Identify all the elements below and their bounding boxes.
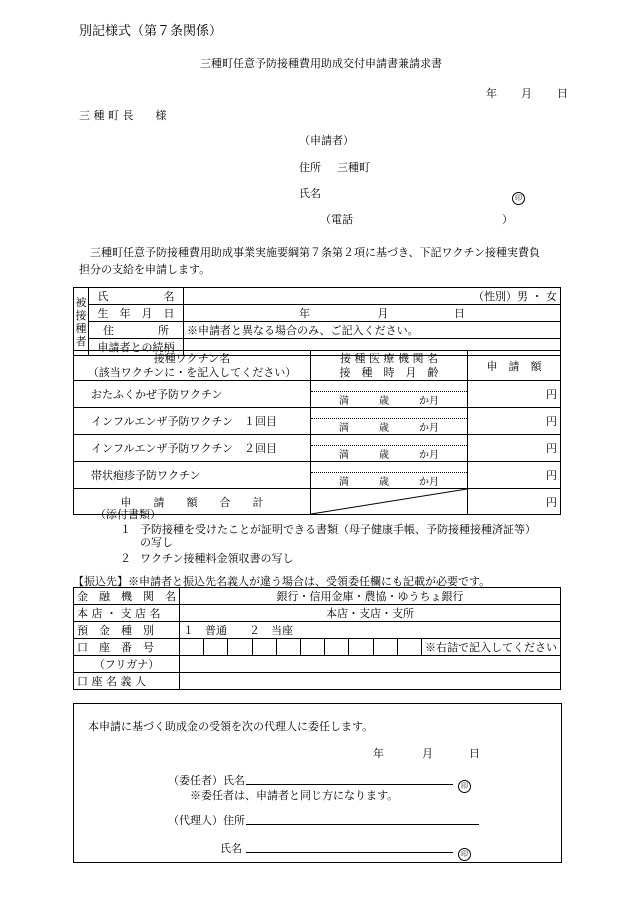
clinic-age-cell[interactable] — [311, 381, 468, 408]
form-number: 別記様式（第７条関係） — [79, 24, 223, 39]
address-value: 三種町 — [337, 161, 370, 174]
gender-label: （性別）男 ・ 女 — [473, 290, 557, 303]
furigana-label: （フリガナ） — [74, 656, 180, 673]
vaccine-name: 帯状疱疹予防ワクチン — [91, 469, 201, 482]
account-digit-cell[interactable] — [204, 639, 228, 656]
vaccine-name-cell[interactable] — [74, 435, 311, 462]
delegation-year: 年 — [373, 747, 384, 760]
birth-year-label: 年 — [299, 307, 310, 320]
vaccine-age: 満 歳 か月 — [339, 477, 439, 488]
vaccine-age: 満 歳 か月 — [339, 450, 439, 461]
recipient-address-label: 住 所 — [89, 322, 184, 339]
bank-table — [73, 587, 561, 690]
amount-cell[interactable] — [468, 435, 561, 462]
applicant-label: （申請者） — [299, 134, 354, 147]
vaccine-row — [74, 408, 561, 435]
clinic-age-cell[interactable] — [311, 435, 468, 462]
intro-text-line2: 担分の支給を申請します。 — [79, 263, 211, 276]
holder-label: 口 座 名 義 人 — [74, 673, 180, 690]
delegation-month: 月 — [422, 747, 433, 760]
yen-label: 円 — [546, 469, 557, 482]
agent-name-line[interactable] — [246, 852, 453, 853]
intro-text-line1: 三種町任意予防接種費用助成事業実施要綱第７条第２項に基づき、下記ワクチン接種実費負 — [90, 246, 541, 259]
vaccine-name-cell[interactable] — [74, 381, 311, 408]
phone-close: ） — [502, 213, 513, 226]
form-title: 三種町任意予防接種費用助成交付申請書兼請求書 — [200, 57, 442, 70]
yen-label: 円 — [546, 442, 557, 455]
name-label: 氏名 — [299, 187, 321, 200]
account-digit-cell[interactable] — [228, 639, 252, 656]
vaccine-name: インフルエンザ予防ワクチン ２回目 — [91, 442, 278, 455]
birth-day-label: 日 — [454, 307, 465, 320]
amount-cell[interactable] — [468, 381, 561, 408]
address-label: 住所 — [299, 161, 321, 174]
account-digit-cell[interactable] — [180, 639, 204, 656]
holder-field[interactable] — [180, 673, 561, 690]
yen-label: 円 — [546, 415, 557, 428]
vaccine-table — [73, 350, 561, 515]
clinic-header-1: 接 種 医 療 機 関 名 — [340, 351, 438, 365]
amount-cell[interactable] — [468, 408, 561, 435]
account-digit-cell[interactable] — [397, 639, 421, 656]
vaccine-name: インフルエンザ予防ワクチン １回目 — [91, 415, 278, 428]
account-digit-cell[interactable] — [325, 639, 349, 656]
clinic-age-cell[interactable] — [311, 462, 468, 489]
birth-label: 生 年 月 日 — [89, 305, 184, 322]
vaccine-name: おたふくかぜ予防ワクチン — [91, 388, 223, 401]
total-amount-cell[interactable] — [468, 489, 561, 515]
addressee: 三 種 町 長 様 — [79, 109, 167, 122]
delegation-text: 本申請に基づく助成金の受領を次の代理人に委任します。 — [88, 720, 374, 733]
attachment-2-text: ワクチン接種料金領収書の写し — [140, 552, 294, 565]
seal-icon: 印 — [512, 192, 525, 205]
date-month: 月 — [521, 87, 532, 100]
attachment-2-num: ２ — [120, 552, 131, 565]
total-label: 申 請 額 合 計 — [74, 489, 311, 515]
account-digit-cell[interactable] — [300, 639, 324, 656]
branch-field[interactable] — [180, 605, 561, 622]
date-day: 日 — [557, 87, 568, 100]
attachment-1-cont: の写し — [140, 536, 173, 549]
amount-cell[interactable] — [468, 462, 561, 489]
type-field[interactable] — [180, 622, 561, 639]
account-label: 口 座 番 号 — [74, 639, 180, 656]
yen-label: 円 — [546, 388, 557, 401]
vaccine-age: 満 歳 か月 — [339, 423, 439, 434]
account-digit-cell[interactable] — [349, 639, 373, 656]
account-digit-cell[interactable] — [373, 639, 397, 656]
institution-value: 銀行・信用金庫・農協・ゆうちょ銀行 — [276, 590, 464, 603]
account-digit-cell[interactable] — [276, 639, 300, 656]
amount-col-header: 申 請 額 — [468, 351, 561, 381]
type-value: １ 普通 ２ 当座 — [183, 624, 293, 637]
vaccine-row — [74, 381, 561, 408]
total-yen-label: 円 — [546, 495, 557, 509]
vaccine-name-cell[interactable] — [74, 408, 311, 435]
account-digit-cell[interactable] — [252, 639, 276, 656]
gender-field[interactable] — [184, 288, 561, 305]
birth-month-label: 月 — [377, 307, 389, 320]
account-note-cell — [422, 639, 561, 656]
date-year: 年 — [486, 87, 497, 100]
agent-seal-icon: 印 — [458, 848, 471, 861]
delegator-seal-icon: 印 — [458, 780, 471, 793]
vaccine-row — [74, 462, 561, 489]
clinic-col-header — [311, 351, 468, 381]
vaccine-col-header — [74, 351, 311, 381]
relation-label: 申請者との続柄 — [89, 339, 184, 356]
recipient-address-field[interactable] — [184, 322, 561, 339]
delegator-note: ※委任者は、申請者と同じ方になります。 — [190, 789, 399, 802]
agent-name-label: 氏名 — [220, 842, 242, 855]
recipient-side-label: 被接種者 — [74, 288, 89, 356]
recipient-name-label: 氏 名 — [89, 288, 184, 305]
clinic-age-cell[interactable] — [311, 408, 468, 435]
delegation-day: 日 — [469, 747, 480, 760]
attachments-title: （添付書類） — [95, 508, 161, 521]
bank-heading: 【振込先】※申請者と振込先名義人が違う場合は、受領委任欄にも記載が必要です。 — [73, 575, 491, 588]
attachment-1-text: 予防接種を受けたことが証明できる書類（母子健康手帳、予防接種接種済証等） — [140, 523, 536, 536]
attachment-1-num: １ — [120, 523, 131, 536]
address-note: ※申請者と異なる場合のみ、ご記入ください。 — [187, 324, 419, 337]
vaccine-header-2: （該当ワクチンに・を記入してください） — [87, 365, 297, 379]
institution-label: 金 融 機 関 名 — [74, 588, 180, 605]
delegator-name-line[interactable] — [246, 784, 453, 785]
type-label: 預 金 種 別 — [74, 622, 180, 639]
branch-label: 本 店 ・ 支 店 名 — [74, 605, 180, 622]
vaccine-row — [74, 435, 561, 462]
agent-address-label: （代理人）住所 — [168, 814, 245, 827]
account-note: ※右詰で記入してください — [425, 641, 557, 654]
phone-label: （電話 — [320, 213, 353, 226]
vaccine-name-cell[interactable] — [74, 462, 311, 489]
diagonal-line — [311, 489, 467, 514]
delegator-label: （委任者）氏名 — [168, 774, 245, 787]
total-diagonal-cell — [311, 489, 468, 515]
institution-field[interactable] — [180, 588, 561, 605]
branch-value: 本店・支店・支所 — [326, 607, 414, 620]
vaccine-age: 満 歳 か月 — [339, 396, 439, 407]
vaccine-header-1: 接種ワクチン名 — [153, 351, 231, 365]
agent-address-line[interactable] — [246, 824, 479, 825]
birth-field[interactable] — [184, 305, 561, 322]
clinic-header-2: 接 種 時 月 齢 — [339, 365, 439, 379]
recipient-table — [73, 287, 561, 356]
furigana-field[interactable] — [180, 656, 561, 673]
